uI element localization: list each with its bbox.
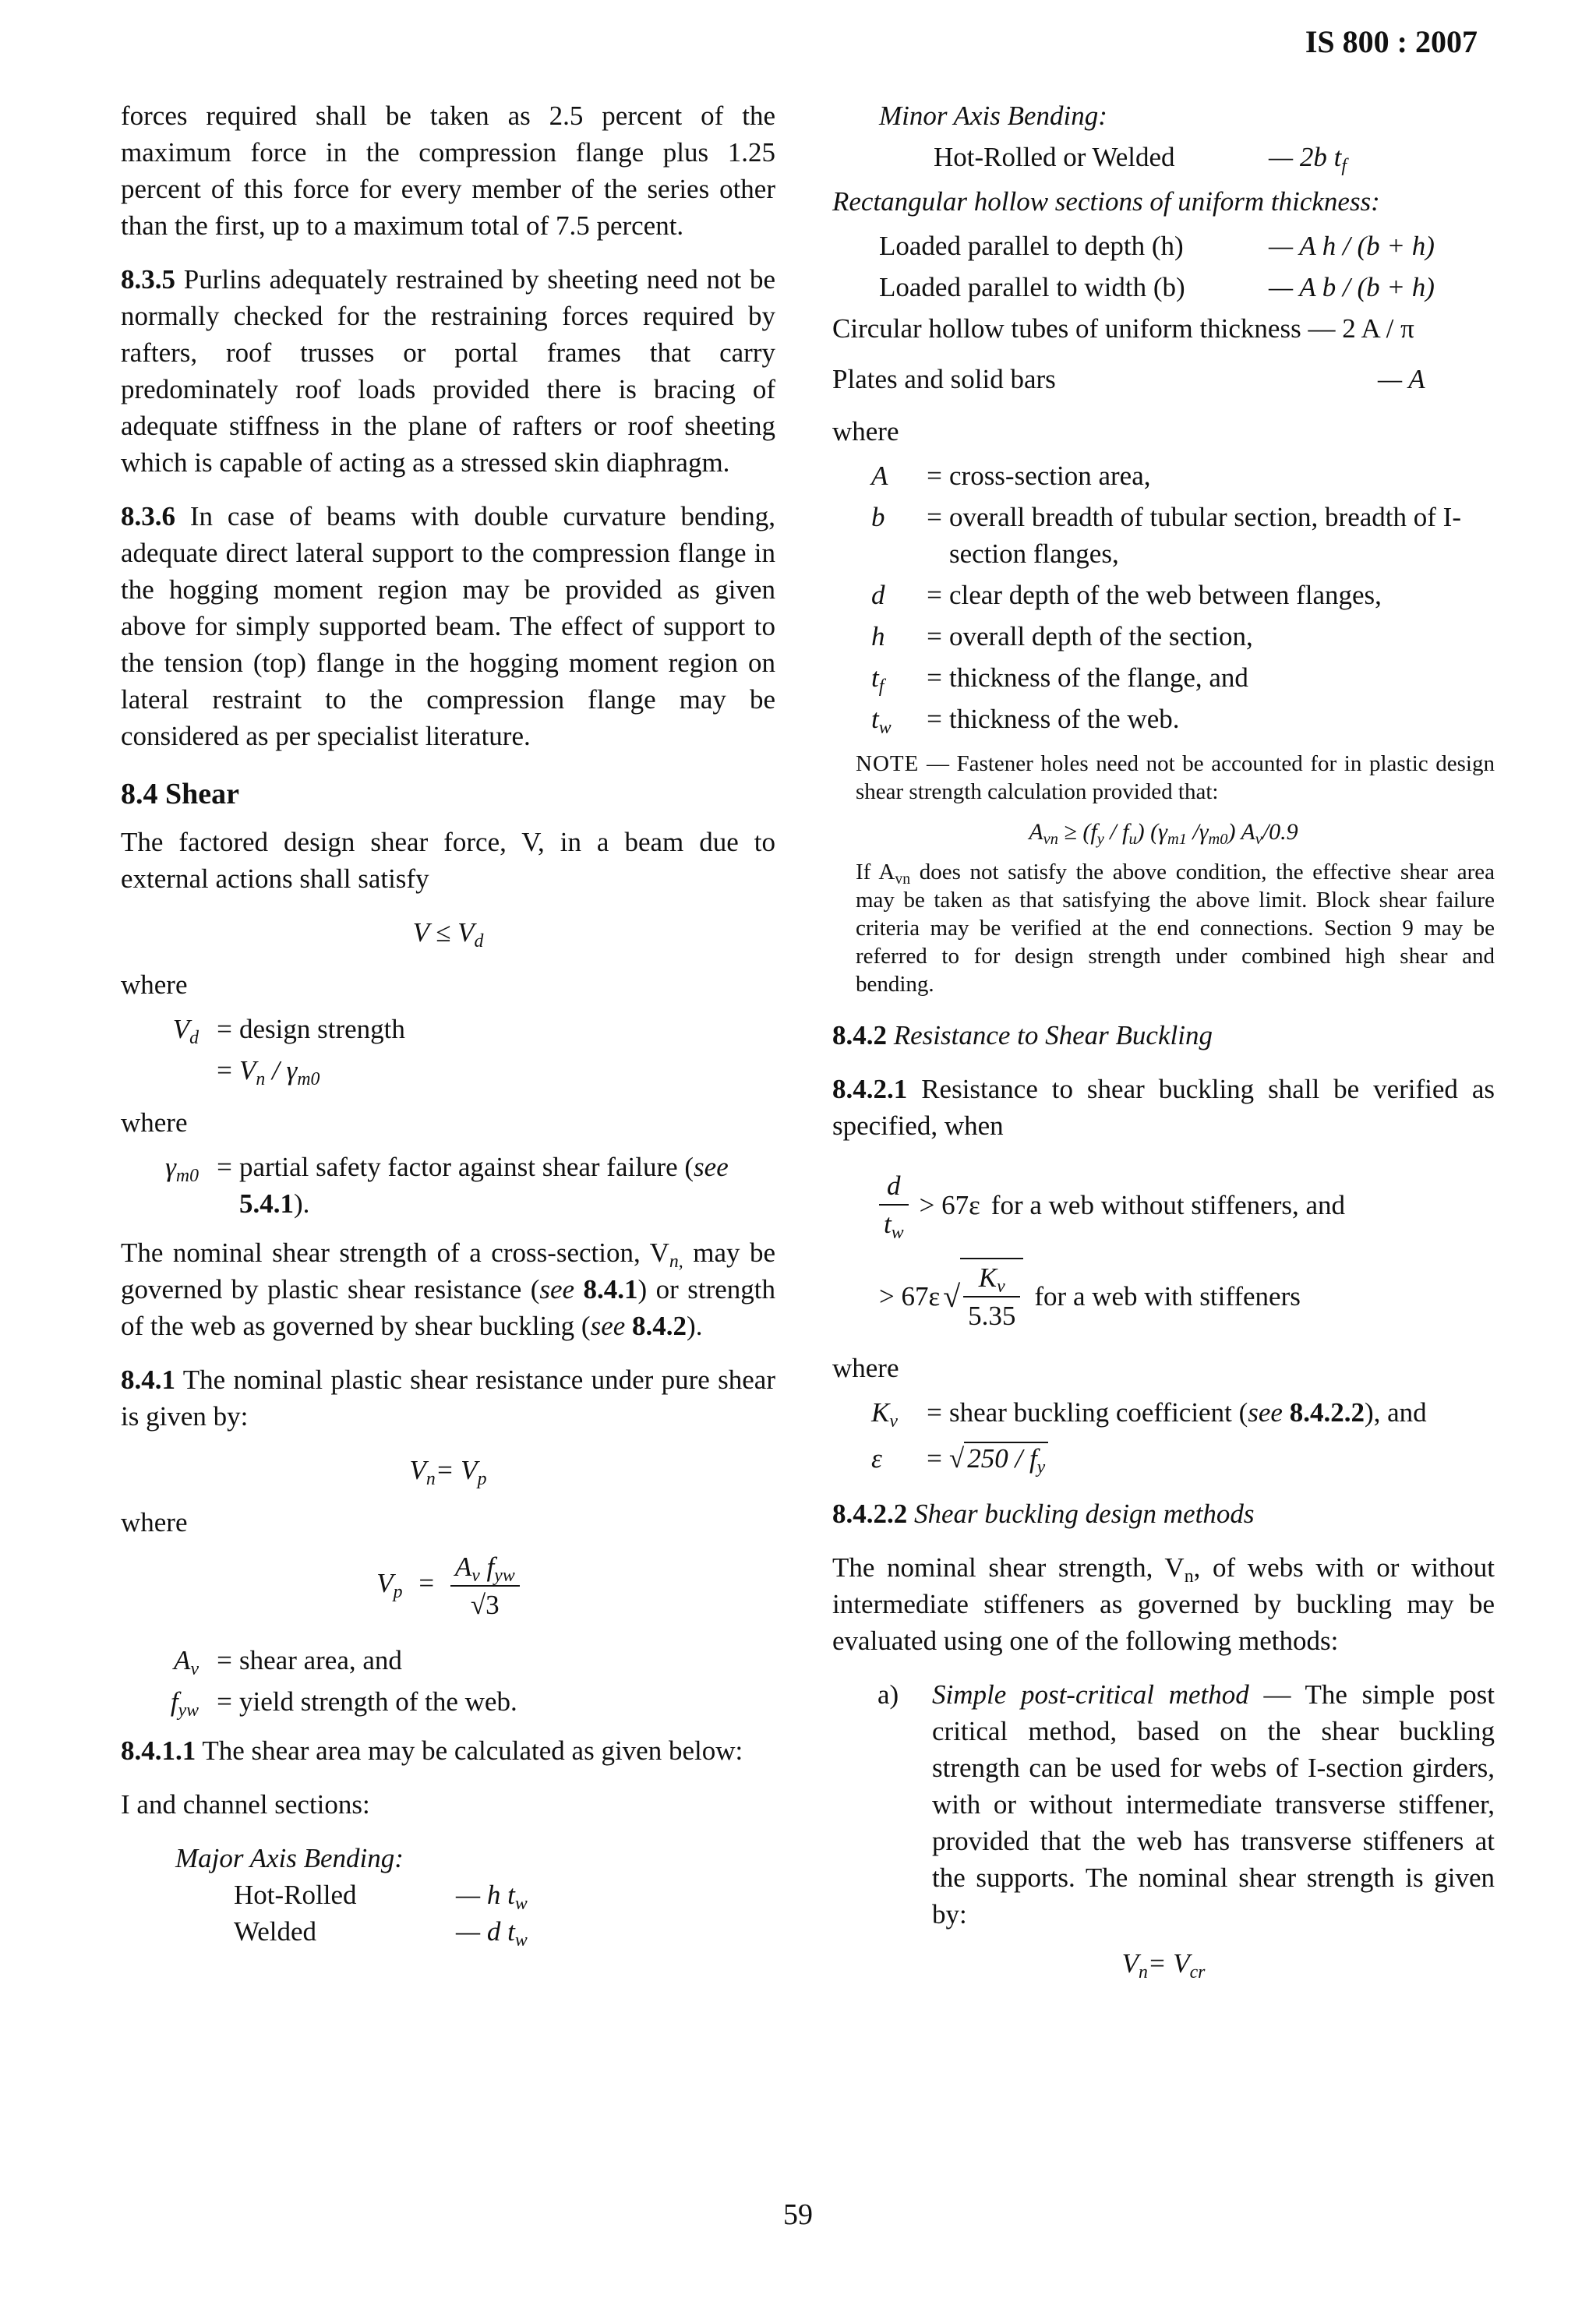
- row-width: Loaded parallel to width (b) — A b / (b + h): [879, 272, 1435, 302]
- row-hot-rolled-welded: Hot-Rolled or Welded — 2b $t_f$: [934, 142, 1347, 177]
- definition-text: clear depth of the web between flanges,: [949, 580, 1382, 610]
- clause-8-4-2-2-text: The nominal shear strength, $V_n$, of webs with or without intermediate stiffeners as governed by buckling may be evaluated using one of the following methods:: [832, 1552, 1495, 1656]
- clause-8-4-2-2: 8.4.2.2 Shear buckling design methods: [832, 1499, 1255, 1529]
- definition-symbol: h: [871, 621, 885, 651]
- rhs-label: Rectangular hollow sections of uniform thickness:: [832, 186, 1380, 217]
- where-label: where: [121, 1107, 188, 1138]
- fraction: $\frac{A_v f_{yw}}{√3}$: [450, 1548, 520, 1623]
- shear-intro: The factored design shear force, V, in a beam due to external actions shall satisfy: [121, 827, 775, 894]
- left-column: [121, 97, 775, 1950]
- row-welded: Welded — d $t_w$: [234, 1916, 528, 1951]
- equation-vn-vcr: $V_n= V_{cr}$: [1121, 1948, 1206, 1983]
- definition-row: A = cross-section area,: [871, 457, 1495, 494]
- nominal-shear-paragraph: The nominal shear strength of a cross-section, $V_{n,}$ may be governed by plastic shear resistance (see 8.4.1) or strength of the web as governed by shear buckling (see 8.4.2).: [121, 1237, 776, 1341]
- where-label: where: [121, 1507, 188, 1538]
- list-item-a: a) Simple post-critical method — The simple post critical method, based on the shear buckling strength can be used for webs of I-section girders, with or without intermediate transverse stiffener, provided that the web has transverse stiffeners at the supports. The nominal shear strength is given by:: [877, 1679, 1495, 1929]
- clause-8-4-1: 8.4.1 The nominal plastic shear resistance under pure shear is given by:: [121, 1365, 775, 1432]
- definition-text: overall depth of the section,: [949, 621, 1253, 651]
- condition-1: $\frac{d}{t_w}$ > 67ε for a web without stiffeners, and: [879, 1167, 1495, 1242]
- definition-row: h = overall depth of the section,: [871, 618, 1495, 655]
- note-equation: $A_{vn} \ge (f_y / f_u)$ ($\gamma_{m1}$ $/\gamma_{m0}$) $A_v/0.9$: [1029, 819, 1298, 849]
- clause-8-4-1-1: 8.4.1.1 The shear area may be calculated as given below:: [121, 1735, 743, 1766]
- definition-symbol: $t_f$: [871, 662, 885, 697]
- page-number: 59: [783, 2198, 813, 2231]
- clause-text: In case of beams with double curvature bending, adequate direct lateral support to the compression flange in the hogging moment region may be provided as given above for simply supported beam. The effect of support to the tension (top) flange in the hogging moment region on lateral restraint to the compression flange may be considered as per specialist literature.: [121, 501, 775, 751]
- definition-list: [121, 1011, 775, 1089]
- row-depth: Loaded parallel to depth (h) — A h / (b + h): [879, 231, 1435, 261]
- clause-number: 8.3.5: [121, 264, 175, 295]
- definition-row: b = overall breadth of tubular section, breadth of I-section flanges,: [871, 499, 1495, 572]
- paragraph-continuation: forces required shall be taken as 2.5 percent of the maximum force in the compression flange plus 1.25 percent of this force for every member of the series other than the first, up to a maximum total of 7.5 percent.: [121, 101, 775, 241]
- definition-list: [832, 457, 1495, 737]
- definition-kv: $K_v$ = shear buckling coefficient (see 8.4.2.2), and: [871, 1397, 1427, 1432]
- definition-gamma-m0: $\gamma_{m0}$ = partial safety factor against shear failure (see 5.4.1).: [165, 1152, 729, 1219]
- clause-8-3-6: [121, 498, 775, 754]
- definition-epsilon: ε = √ $250 / f_y$: [871, 1440, 1495, 1477]
- fraction-kv: $\frac{K_v}{5.35}$: [960, 1258, 1023, 1334]
- note-continuation: If $A_{vn}$ does not satisfy the above condition, the effective shear area may be taken as that satisfying the above limit. Block shear failure criteria may be verified at the end connections. Section 9 may be referred to for design strength under combined high shear and bending.: [856, 860, 1495, 997]
- definition-row: $t_w$ = thickness of the web.: [871, 701, 1495, 737]
- note-block: NOTE — Fastener holes need not be accounted for in plastic design shear strength calculation provided that:: [856, 751, 1495, 804]
- equation-vn-vp: $V_n= V_p$: [409, 1455, 487, 1490]
- definition-text: overall breadth of tubular section, breadth of I-section flanges,: [949, 502, 1461, 569]
- condition-2: > 67ε √ $\frac{K_v}{5.35}$ for a web with stiffeners: [879, 1258, 1495, 1334]
- definition-symbol: $t_w$: [871, 704, 892, 739]
- definition-vd: $V_d$ = design strength: [172, 1014, 405, 1049]
- clause-8-3-5: [121, 261, 775, 481]
- definition-list: [121, 1149, 775, 1222]
- standard-header: IS 800 : 2007: [1305, 24, 1478, 59]
- equation-vp: $V_p$ = $\frac{A_v f_{yw}}{√3}$: [121, 1548, 775, 1623]
- right-column: [832, 97, 1495, 1994]
- where-label: where: [832, 1353, 899, 1383]
- equation-v-le-vd: $V \le V_d$: [412, 917, 484, 952]
- major-axis-label: Major Axis Bending:: [175, 1843, 404, 1873]
- clause-text: Purlins adequately restrained by sheeting need not be normally checked for the restraining forces required by rafters, roof trusses or portal frames that carry predominately roof loads provided there is bracing of adequate stiffness in the plane of rafters or roof sheeting which is capable of acting as a stressed skin diaphragm.: [121, 264, 776, 478]
- clause-8-4-2: 8.4.2 Resistance to Shear Buckling: [832, 1020, 1213, 1050]
- definition-av: $A_v$ = shear area, and: [174, 1645, 402, 1680]
- clause-number: 8.3.6: [121, 501, 175, 531]
- row-plates: Plates and solid bars — A: [832, 364, 1425, 394]
- row-hot-rolled: Hot-Rolled — h $t_w$: [234, 1880, 528, 1915]
- row-circular: Circular hollow tubes of uniform thickness — 2 A / π: [832, 313, 1414, 344]
- definition-text: cross-section area,: [949, 461, 1151, 491]
- definition-text: thickness of the flange, and: [949, 662, 1248, 693]
- definition-vd-formula: = $V_n / \gamma_{m0}$: [217, 1055, 320, 1090]
- definition-list: [121, 1642, 775, 1720]
- definition-text: thickness of the web.: [949, 704, 1180, 734]
- definition-fyw: $f_{yw}$ = yield strength of the web.: [170, 1686, 517, 1721]
- section-heading-shear: 8.4 Shear: [121, 778, 239, 810]
- definition-symbol: d: [871, 580, 885, 610]
- definition-symbol: A: [871, 461, 888, 491]
- fraction-d-tw: $\frac{d}{t_w}$: [879, 1167, 909, 1242]
- i-channel-label: I and channel sections:: [121, 1789, 370, 1820]
- minor-axis-label: Minor Axis Bending:: [879, 101, 1107, 131]
- where-label: where: [121, 969, 188, 1000]
- clause-8-4-2-1: 8.4.2.1 Resistance to shear buckling shall be verified as specified, when: [832, 1074, 1495, 1141]
- where-label: where: [832, 416, 899, 447]
- definition-symbol: b: [871, 502, 885, 532]
- definition-row: d = clear depth of the web between flanges,: [871, 577, 1495, 613]
- definition-row: $t_f$ = thickness of the flange, and: [871, 659, 1495, 696]
